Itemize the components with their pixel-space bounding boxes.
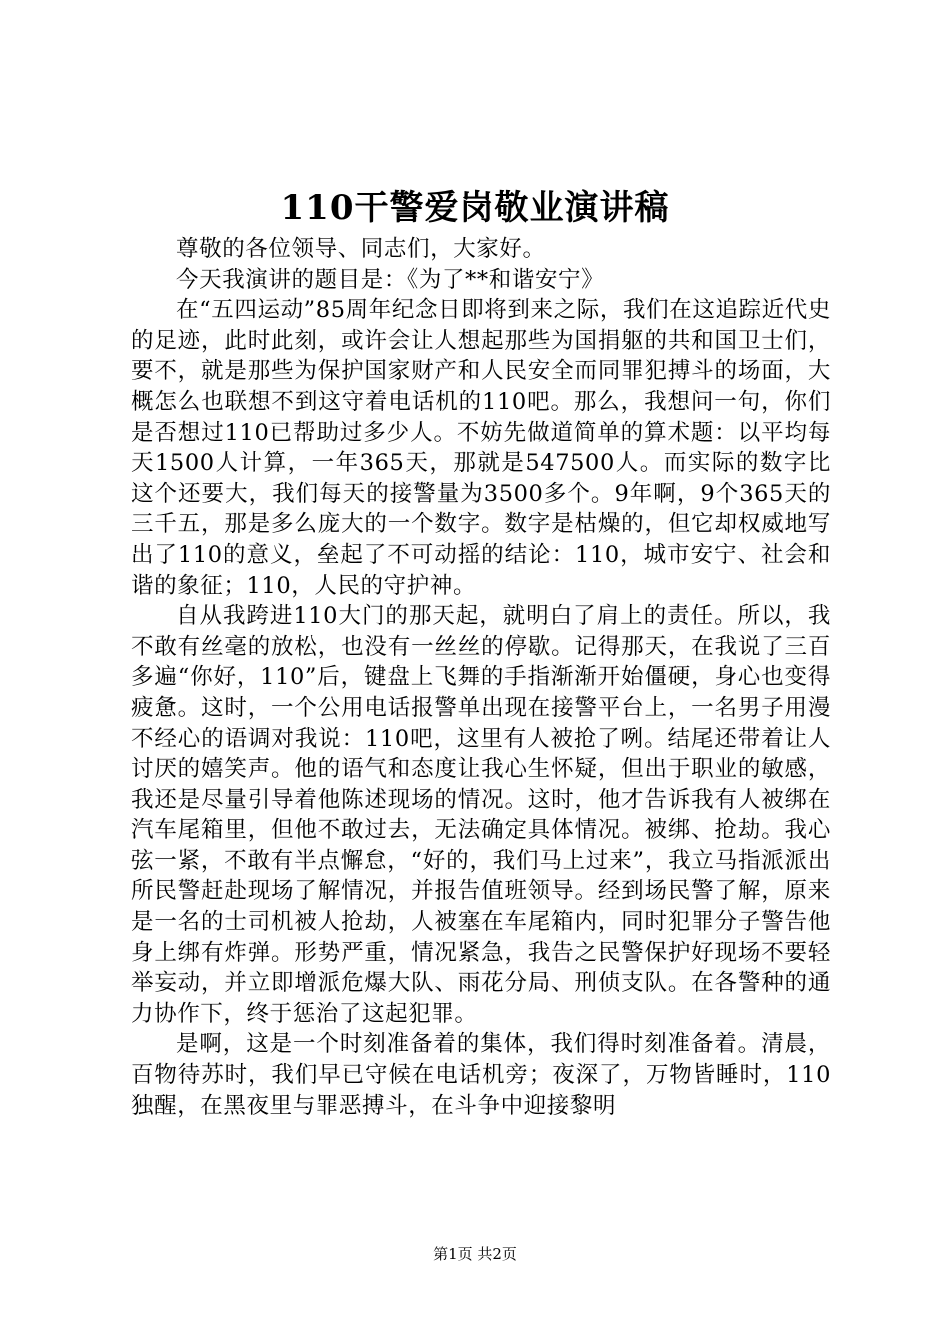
- document-title: 110干警爱岗敬业演讲稿: [280, 188, 670, 228]
- paragraph-110-significance: 在“五四运动”85周年纪念日即将到来之际，我们在这追踪近代史的足迹，此时此刻，或许会让人想起那些为国捐躯的共和国卫士们，要不，就是那些为保护国家财产和人民安全而同罪犯搏斗的场面，大概怎么也联想不到这守着电话机的110吧。那么，我想问一句，你们是否想过110已帮助过多少人。不妨先做道简单的算术题：以平均每天1500人计算，一年365天，那就是547500人。而实际的数字比这个还要大，我们每天的接警量为3500多个。9年啊，9个365天的三千五，那是多么庞大的一个数字。数字是枯燥的，但它却权威地写出了110的意义，垒起了不可动摇的结论：110，城市安宁、社会和谐的象征；110，人民的守护神。: [131, 297, 831, 599]
- paragraph-incident-story: 自从我跨进110大门的那天起，就明白了肩上的责任。所以，我不敢有丝毫的放松，也没有一丝丝的停歇。记得那天，在我说了三百多遍“你好，110”后，键盘上飞舞的手指渐渐开始僵硬，身心也变得疲惫。这时，一个公用电话报警单出现在接警平台上，一名男子用漫不经心的语调对我说：110吧，这里有人被抢了咧。结尾还带着让人讨厌的嬉笑声。他的语气和态度让我心生怀疑，但出于职业的敏感，我还是尽量引导着他陈述现场的情况。这时，他才告诉我有人被绑在汽车尾箱里，但他不敢过去，无法确定具体情况。被绑、抢劫。我心弦一紧，不敢有半点懈怠，“好的，我们马上过来”，我立马指派派出所民警赶赴现场了解情况，并报告值班领导。经到场民警了解，原来是一名的士司机被人抢劫，人被塞在车尾箱内，同时犯罪分子警告他身上绑有炸弹。形势严重，情况紧急，我告之民警保护好现场不要轻举妄动，并立即增派危爆大队、雨花分局、刑侦支队。在各警种的通力协作下，终于惩治了这起犯罪。: [131, 603, 831, 1027]
- page-number-footer: 第1页 共2页: [433, 1245, 517, 1263]
- paragraph-topic: 今天我演讲的题目是：《为了**和谐安宁》: [176, 266, 605, 293]
- document-body: [131, 234, 831, 1121]
- paragraph-greeting: 尊敬的各位领导、同志们，大家好。: [176, 236, 546, 262]
- paragraph-always-ready: 是啊，这是一个时刻准备着的集体，我们得时刻准备着。清晨，百物待苏时，我们早已守候在电话机旁；夜深了，万物皆睡时，110独醒，在黑夜里与罪恶搏斗，在斗争中迎接黎明: [131, 1031, 831, 1119]
